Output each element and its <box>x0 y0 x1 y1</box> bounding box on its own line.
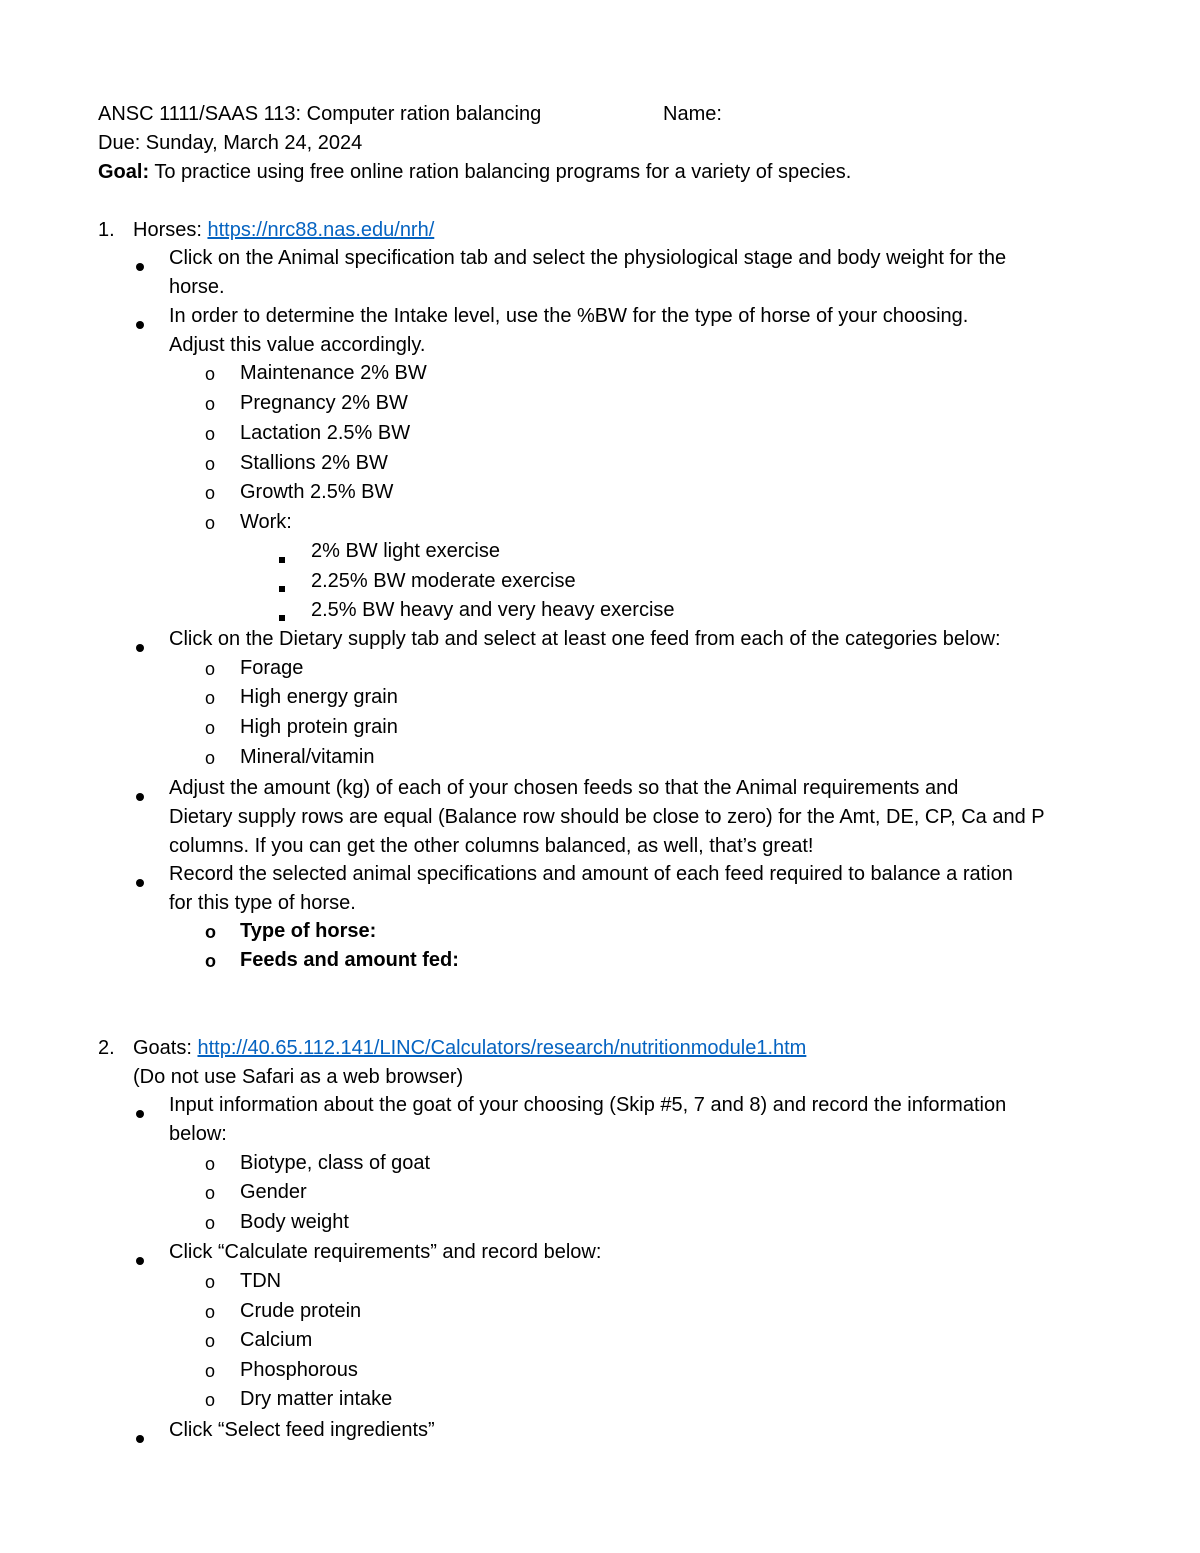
record-type-of-horse: Type of horse: <box>240 920 377 942</box>
s1-bullet2-line1: In order to determine the Intake level, use the %BW for the type of horse of your choosing. <box>169 305 969 327</box>
s1-bullet4-line3: columns. If you can get the other columns balanced, as well, that’s great! <box>169 835 814 857</box>
sub-bullet-icon: o <box>205 1361 216 1381</box>
sub-bullet-icon: o <box>205 364 216 384</box>
requirement-item: TDN <box>240 1270 282 1292</box>
sub-bullet-icon: o <box>205 1331 216 1351</box>
sub-bullet-icon: o <box>205 951 216 971</box>
work-item: 2.25% BW moderate exercise <box>311 570 576 592</box>
bullet-icon <box>136 870 144 893</box>
course-title: ANSC 1111/SAAS 113: Computer ration balancing <box>98 103 542 125</box>
s1-bullet4-line1: Adjust the amount (kg) of each of your chosen feeds so that the Animal requirements and <box>169 777 959 799</box>
input-item: Biotype, class of goat <box>240 1152 431 1174</box>
section2-label: Goats: <box>133 1037 198 1059</box>
level-item: Lactation 2.5% BW <box>240 422 411 444</box>
sub-bullet-icon: o <box>205 1302 216 1322</box>
category-item: High energy grain <box>240 686 398 708</box>
requirement-item: Phosphorous <box>240 1359 358 1381</box>
level-item: Growth 2.5% BW <box>240 481 394 503</box>
s1-bullet1-line1: Click on the Animal specification tab and select the physiological stage and body weight for the <box>169 247 1007 269</box>
sub-bullet-icon: o <box>205 483 216 503</box>
level-item: Stallions 2% BW <box>240 452 388 474</box>
sub-bullet-icon: o <box>205 1154 216 1174</box>
goal-text: To practice using free online ration balancing programs for a variety of species. <box>149 161 852 183</box>
s2-bullet1-line1: Input information about the goat of your choosing (Skip #5, 7 and 8) and record the information <box>169 1094 1007 1116</box>
s2-bullet2: Click “Calculate requirements” and record below: <box>169 1241 602 1263</box>
square-bullet-icon <box>279 604 285 627</box>
s1-bullet5-line2: for this type of horse. <box>169 892 356 914</box>
work-item: 2% BW light exercise <box>311 540 500 562</box>
square-bullet-icon <box>279 546 285 569</box>
level-item: Maintenance 2% BW <box>240 362 427 384</box>
requirement-item: Dry matter intake <box>240 1388 393 1410</box>
browser-note: (Do not use Safari as a web browser) <box>133 1066 464 1088</box>
s1-bullet1-line2: horse. <box>169 276 225 298</box>
due-date: Due: Sunday, March 24, 2024 <box>98 132 363 154</box>
name-label: Name: <box>663 103 722 125</box>
sub-bullet-icon: o <box>205 748 216 768</box>
bullet-icon <box>136 254 144 277</box>
sub-bullet-icon: o <box>205 659 216 679</box>
s2-bullet1-line2: below: <box>169 1123 227 1145</box>
work-item: 2.5% BW heavy and very heavy exercise <box>311 599 675 621</box>
horses-link[interactable]: https://nrc88.nas.edu/nrh/ <box>207 219 435 241</box>
level-item: Pregnancy 2% BW <box>240 392 408 414</box>
s2-bullet3: Click “Select feed ingredients” <box>169 1419 435 1441</box>
category-item: High protein grain <box>240 716 398 738</box>
record-feeds-amount: Feeds and amount fed: <box>240 949 459 971</box>
sub-bullet-icon: o <box>205 688 216 708</box>
bullet-icon <box>136 635 144 658</box>
sub-bullet-icon: o <box>205 922 216 942</box>
sub-bullet-icon: o <box>205 1390 216 1410</box>
goal-label: Goal: <box>98 161 150 183</box>
category-item: Forage <box>240 657 304 679</box>
sub-bullet-icon: o <box>205 1183 216 1203</box>
sub-bullet-icon: o <box>205 718 216 738</box>
goal-line <box>98 160 851 184</box>
sub-bullet-icon: o <box>205 1272 216 1292</box>
section1-label: Horses: <box>133 219 208 241</box>
bullet-icon <box>136 784 144 807</box>
input-item: Body weight <box>240 1211 349 1233</box>
requirement-item: Calcium <box>240 1329 313 1351</box>
bullet-icon <box>136 1101 144 1124</box>
section2-number: 2. <box>98 1037 115 1059</box>
bullet-icon <box>136 312 144 335</box>
section1-heading <box>133 218 434 242</box>
sub-bullet-icon: o <box>205 394 216 414</box>
input-item: Gender <box>240 1181 307 1203</box>
section1-number: 1. <box>98 219 115 241</box>
sub-bullet-icon: o <box>205 1213 216 1233</box>
sub-bullet-icon: o <box>205 513 216 533</box>
goats-link[interactable]: http://40.65.112.141/LINC/Calculators/research/nutritionmodule1.htm <box>197 1037 807 1059</box>
s1-bullet3: Click on the Dietary supply tab and select at least one feed from each of the categories below: <box>169 628 1001 650</box>
section2-heading <box>133 1036 806 1060</box>
level-item: Work: <box>240 511 292 533</box>
category-item: Mineral/vitamin <box>240 746 375 768</box>
s1-bullet2-line2: Adjust this value accordingly. <box>169 334 426 356</box>
s1-bullet5-line1: Record the selected animal specifications and amount of each feed required to balance a ration <box>169 863 1013 885</box>
requirement-item: Crude protein <box>240 1300 362 1322</box>
sub-bullet-icon: o <box>205 424 216 444</box>
bullet-icon <box>136 1426 144 1449</box>
sub-bullet-icon: o <box>205 454 216 474</box>
s1-bullet4-line2: Dietary supply rows are equal (Balance row should be close to zero) for the Amt, DE, CP, Ca and P <box>169 806 1045 828</box>
square-bullet-icon <box>279 575 285 598</box>
bullet-icon <box>136 1248 144 1271</box>
